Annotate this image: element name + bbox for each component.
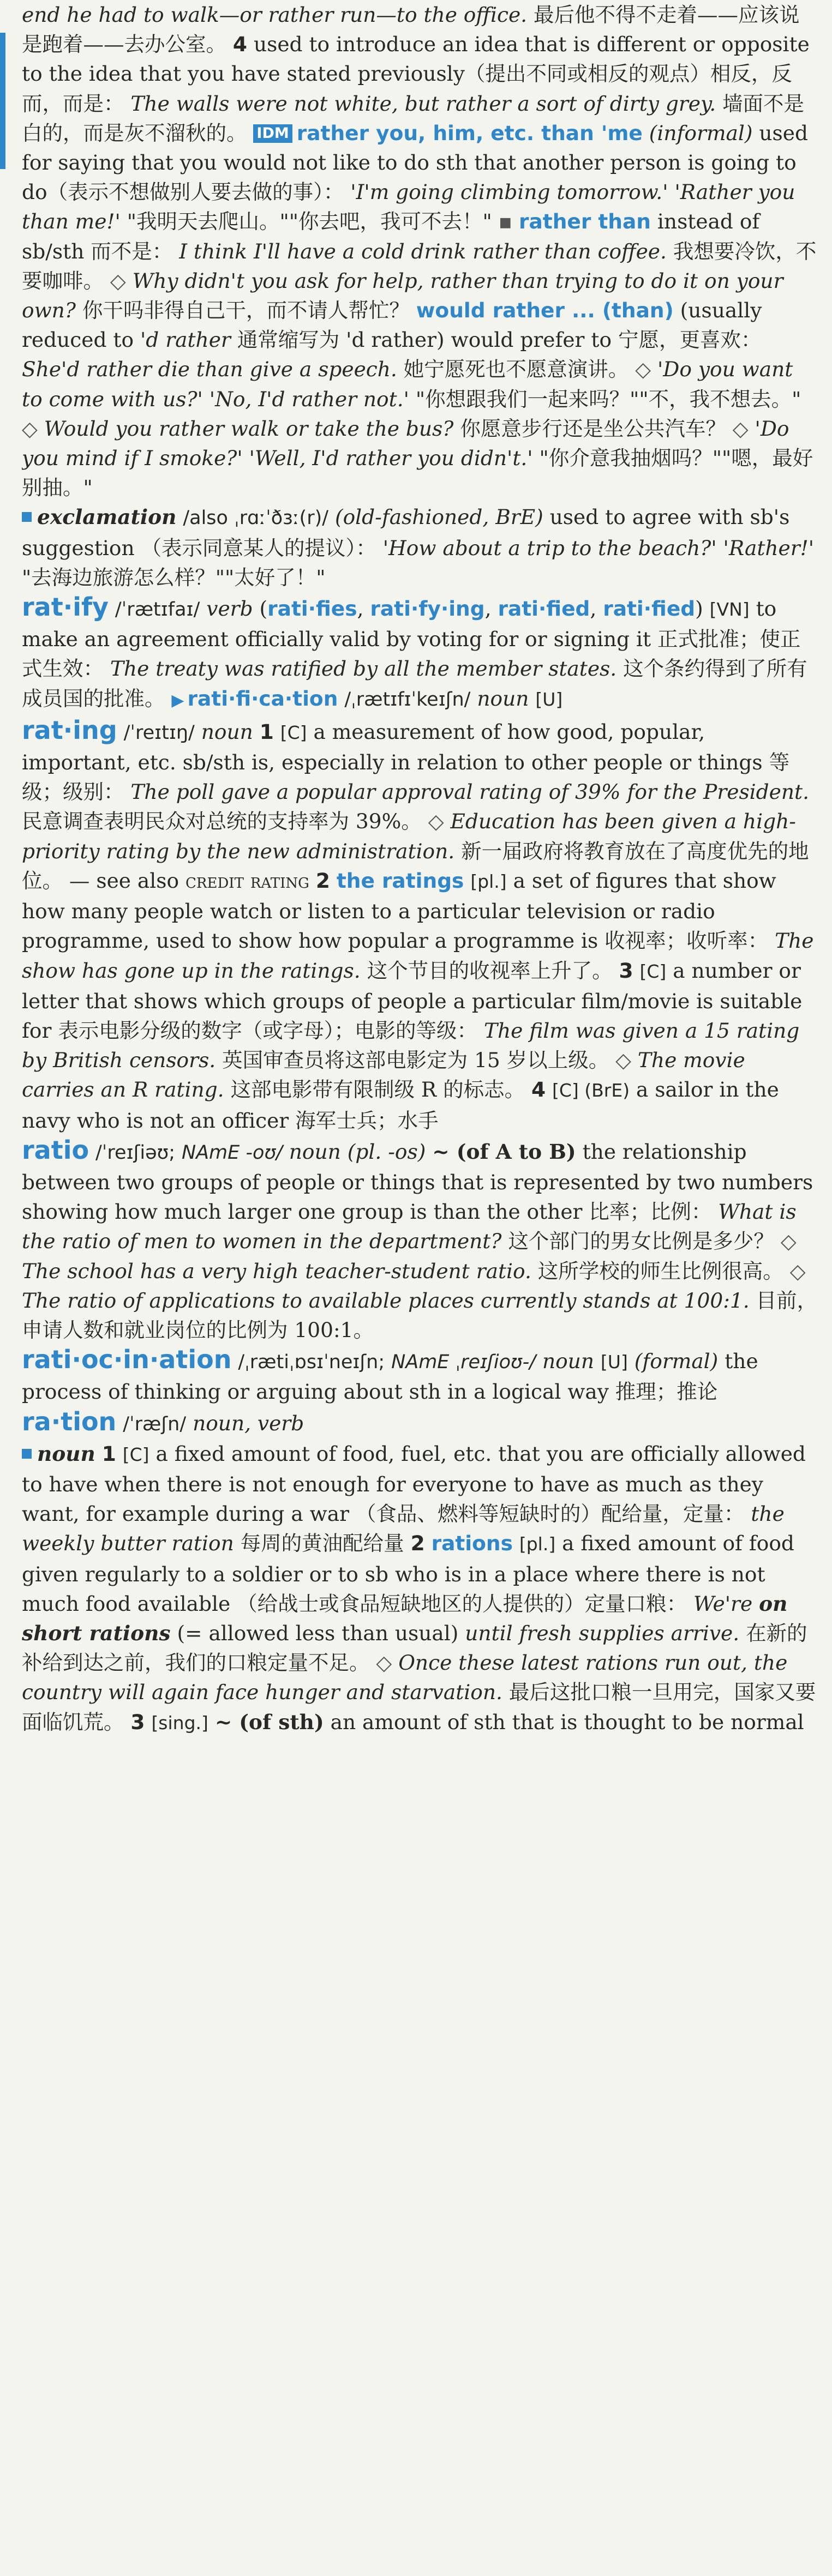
example-translation: 在新的补给到达之前，我们的口粮定量不足。: [22, 1621, 807, 1675]
diamond-icon: ◇: [376, 1651, 392, 1675]
example: The movie carries an R rating.: [22, 1048, 745, 1102]
idiom-badge: IDM: [253, 124, 292, 143]
example-translation: "去海边旅游怎么样？""太好了！": [22, 565, 326, 589]
example: The ratio of applications to available places currently stands at 100:1.: [22, 1288, 750, 1313]
example: Why didn't you ask for help, rather than trying to do it on your own?: [22, 268, 783, 323]
bracket: (: [259, 597, 268, 621]
diamond-icon: ◇: [615, 1048, 631, 1073]
usage-label: (formal): [634, 1349, 719, 1374]
sense-phrase: rations: [431, 1531, 513, 1556]
example: the weekly butter ration: [22, 1502, 785, 1556]
entry-ratio: [22, 1135, 818, 1345]
headword: rat·ing: [22, 715, 117, 745]
definition-translation: （食品、燃料等短缺时的）配给量，定量：: [355, 1502, 745, 1526]
example: 'How about a trip to the beach?' 'Rather!': [382, 535, 815, 560]
pronunciation-american: NAmE ˌreɪʃioʊ-/: [391, 1351, 536, 1374]
definition-translation: 正式批准；使正式生效：: [22, 627, 801, 681]
example-translation: 我想要冷饮，不要咖啡。: [22, 239, 817, 293]
thumb-index-tab: [0, 33, 5, 169]
example-translation: 最后他不得不走着——应该说是跑着——去办公室。: [22, 3, 800, 57]
definition-translation: （给战士或食品短缺地区的人提供的）定量口粮：: [237, 1591, 687, 1616]
entry-ration-noun: [22, 1439, 818, 1738]
example-translation: 这部电影带有限制级 R 的标志。: [230, 1078, 525, 1102]
example: Education has been given a high-priority rating by the new administration.: [22, 809, 796, 863]
example-translation: 民意调查表明民众对总统的支持率为 39%。: [22, 809, 422, 834]
bracket: ): [695, 597, 703, 621]
definition: a measurement of how good, popular, important, etc. sb/sth is, especially in relation to other people or things: [22, 719, 763, 775]
example-translation: 这个节目的收视率上升了。: [367, 958, 613, 983]
example-translation: 这个条约得到了所有成员国的批准。: [22, 657, 807, 711]
example-translation: "你想跟我们一起来吗？""不，我不想去。": [415, 387, 801, 411]
pronunciation: /ˈrætɪfaɪ/: [115, 599, 200, 621]
part-of-speech: noun: [477, 686, 529, 711]
example: until fresh supplies arrive.: [465, 1621, 740, 1645]
grammar-code: [C]: [122, 1443, 149, 1465]
sense-number: 4: [232, 32, 248, 57]
pronunciation: /ˌrætiˌɒsɪˈneɪʃn;: [238, 1351, 385, 1374]
idiom-phrase: would rather ... (than): [416, 298, 674, 323]
grammar-code: [C] (BrE): [552, 1080, 630, 1102]
part-of-speech: noun: [289, 1139, 341, 1164]
headword: rat·ify: [22, 592, 109, 622]
definition-translation: 宁愿，更喜欢：: [618, 328, 762, 352]
inflection: rati·fied: [498, 597, 590, 621]
diamond-icon: ▪: [498, 209, 513, 234]
headword: ra·tion: [22, 1406, 117, 1436]
example: What is the ratio of men to women in the department?: [22, 1200, 797, 1254]
grammar-code: [U]: [600, 1351, 628, 1373]
idiom-phrase: rather than: [518, 209, 651, 234]
diamond-icon: ◇: [732, 416, 749, 441]
diamond-icon: ◇: [428, 809, 444, 834]
definition: a fixed amount of food, fuel, etc. that you are officially allowed to have when there is not enough for everyone to have as much as they want, for example during a war: [22, 1441, 806, 1526]
example: Once these latest rations run out, the country will again face hunger and starvation.: [22, 1651, 788, 1705]
example: The school has a very high teacher-student ratio.: [22, 1259, 531, 1283]
example: Would you rather walk or take the bus?: [44, 416, 454, 441]
example-translation: 每周的黄油配给量: [240, 1531, 404, 1556]
example: 'Do you want to come with us?' 'No, I'd rather not.': [22, 357, 793, 411]
definition-translation: 收视率；收听率：: [604, 929, 769, 953]
example: We're: [693, 1591, 753, 1616]
grammar-note-form: 'd rather): [346, 328, 445, 352]
pronunciation: /ˌrætɪfɪˈkeɪʃn/: [344, 688, 471, 711]
grammar-pattern: ~ (of sth): [214, 1710, 324, 1734]
sense-number: 1: [259, 719, 274, 744]
entry-rather-exclamation: [22, 502, 818, 592]
example-translation: 最后这批口粮一旦用完，国家又要面临饥荒。: [22, 1680, 816, 1734]
part-of-speech: noun, verb: [193, 1411, 304, 1435]
grammar-code: [U]: [535, 688, 563, 710]
grammar-code: [pl.]: [470, 870, 507, 892]
example-translation: 这所学校的师生比例很高。: [537, 1259, 783, 1283]
grammar-code: [VN]: [709, 599, 750, 621]
headword: rati·oc·in·ation: [22, 1345, 232, 1375]
sense-number: 1: [101, 1441, 116, 1466]
grammar-pattern: ~ (of A to B): [432, 1139, 576, 1164]
definition-translation: （表示同意某人的提议）：: [141, 535, 376, 560]
inflection: rati·fy·ing: [370, 597, 485, 621]
pronunciation: /also ˌrɑːˈðɜː(r)/: [183, 507, 329, 529]
entry-rating: [22, 715, 818, 1135]
pronunciation: /ˈreɪtɪŋ/: [123, 721, 195, 744]
grammar-code: [C]: [280, 721, 307, 743]
example-translation: 这个部门的男女比例是多少？: [508, 1229, 774, 1254]
grammar-code: [C]: [639, 960, 667, 982]
part-of-speech: verb: [206, 597, 253, 621]
definition: used for saying that you would not like to do sth that another person is going to do: [22, 121, 808, 204]
definition: would prefer to: [451, 328, 612, 352]
example: The show has gone up in the ratings.: [22, 929, 814, 983]
usage-label: (informal): [649, 121, 753, 145]
definition: instead of sb/sth: [22, 209, 760, 263]
example-translation: "我明天去爬山。""你去吧，我可不去！": [127, 209, 492, 234]
diamond-icon: ◇: [22, 416, 38, 441]
diamond-icon: ◇: [780, 1229, 797, 1254]
pronunciation: /ˈræʃn/: [123, 1413, 187, 1435]
inflection: rati·fies: [267, 597, 357, 621]
grammar-note-form: 'd rather: [140, 328, 231, 352]
grammar-code: [pl.]: [519, 1533, 556, 1555]
definition-translation: 表示电影分级的数字（或字母）；电影的等级：: [58, 1018, 478, 1043]
grammar-note: (usually reduced to: [22, 298, 762, 352]
definition-translation: 海军士兵；水手: [295, 1108, 439, 1133]
example: The treaty was ratified by all the member states.: [110, 657, 617, 681]
grammar-note-translation: 通常缩写为: [237, 328, 340, 352]
example-translation: 墙面不是白的，而是灰不溜秋的。: [22, 91, 805, 145]
idiom-phrase: rather you, him, etc. than 'me: [296, 121, 643, 145]
definition: a set of figures that show how many people watch or listen to a particular television or radio programme, used to show how popular a programme is: [22, 868, 776, 953]
part-of-speech: noun: [37, 1441, 95, 1466]
example: end he had to walk—or rather run—to the office.: [22, 3, 528, 27]
definition: the relationship between two groups of people or things that is represented by two numbers showing how much larger one group is than the other: [22, 1139, 813, 1224]
grammar-code: [sing.]: [151, 1712, 208, 1734]
sense-number: 4: [531, 1078, 546, 1102]
example-translation: "你介意我抽烟吗？""嗯，最好别抽。": [22, 446, 813, 500]
definition-translation: （表示不想做别人要去做的事）：: [47, 180, 344, 204]
dictionary-page: [22, 0, 818, 2576]
example-gloss: (= allowed less than usual): [177, 1621, 459, 1645]
plural-form: (pl. -os): [347, 1139, 426, 1164]
definition: a sailor in the navy who is not an officer: [22, 1078, 779, 1133]
definition: a number or letter that shows which groups of people a particular film/movie is suitable for: [22, 958, 803, 1043]
example-translation: 英国审查员将这部电影定为 15 岁以上级。: [222, 1048, 609, 1073]
example: She'd rather die than give a speech.: [22, 357, 397, 382]
usage-label: (old-fashioned, BrE): [334, 505, 543, 529]
definition: a fixed amount of food given regularly to a soldier or to sb who is in a place where there is not much food available: [22, 1531, 794, 1616]
cross-reference-term[interactable]: credit rating: [185, 868, 309, 893]
derivative-word: rati·fi·ca·tion: [187, 686, 338, 711]
example-translation: 你愿意步行还是坐公共汽车？: [460, 416, 726, 441]
definition: used to introduce an idea that is different or opposite to the idea that you have stated previously: [22, 32, 810, 86]
sense-phrase: the ratings: [336, 868, 464, 893]
part-of-speech: exclamation: [37, 505, 177, 529]
definition-translation: 等级；级别：: [22, 750, 790, 804]
headword: ratio: [22, 1135, 89, 1165]
sense-number: 3: [130, 1710, 145, 1734]
entry-ration: [22, 1407, 818, 1439]
example-translation: 她宁愿死也不愿意演讲。: [403, 357, 629, 382]
definition: an amount of sth that is thought to be normal: [330, 1710, 804, 1734]
example: The poll gave a popular approval rating of 39% for the President.: [130, 780, 810, 804]
sense-number: 3: [619, 958, 633, 983]
cross-reference: — see also: [69, 868, 179, 893]
definition: the process of thinking or arguing about sth in a logical way: [22, 1349, 758, 1404]
entry-rather-continued: [22, 0, 818, 502]
entry-ratify: rat·ify /ˈrætɪfaɪ/ verb (rati·fies, rati·fy·ing, rati·fied, rati·fied) [VN] to make an agreement officially valid by voting for or signing it 正式批准；使正式生效： The treaty was ratified by all the member states. 这个条约得到了所有成员国的批准。 ▶ rati·fi·ca·tion /ˌrætɪfɪˈkeɪʃn/ noun [U]: [22, 592, 807, 711]
derivative-triangle-icon: ▶: [171, 690, 184, 710]
part-of-speech: noun: [201, 719, 253, 744]
example: 'Do you mind if I smoke?' 'Well, I'd rather you didn't.': [22, 416, 789, 471]
pronunciation: /ˈreɪʃiəʊ;: [95, 1141, 176, 1164]
example: 'I'm going climbing tomorrow.' 'Rather you than me!': [22, 180, 795, 234]
example: The film was given a 15 rating by British censors.: [22, 1018, 800, 1073]
pronunciation-american: NAmE -oʊ/: [181, 1141, 283, 1164]
diamond-icon: ◇: [789, 1259, 806, 1283]
diamond-icon: ◇: [635, 357, 651, 382]
square-bullet-icon: [22, 1449, 32, 1459]
example-collocation: on short rations: [22, 1591, 788, 1645]
entry-ratiocination: [22, 1345, 818, 1406]
definition-translation: 比率；比例：: [589, 1200, 712, 1224]
example: I think I'll have a cold drink rather than coffee.: [179, 239, 667, 263]
sense-number: 2: [410, 1531, 425, 1556]
definition-translation: 而不是：: [91, 239, 173, 263]
example-translation: 新一届政府将教育放在了高度优先的地位。: [22, 839, 809, 893]
example: The walls were not white, but rather a sort of dirty grey.: [130, 91, 716, 116]
definition-translation: 推理；推论: [615, 1380, 718, 1404]
square-bullet-icon: [22, 512, 32, 522]
example-translation: 目前，申请人数和就业岗位的比例为 100:1。: [22, 1288, 818, 1342]
definition: used to agree with sb's suggestion: [22, 505, 790, 560]
inflection: rati·fied: [603, 597, 696, 621]
sense-number: 2: [315, 868, 330, 893]
example-translation: 你干吗非得自己干，而不请人帮忙？: [82, 298, 410, 323]
definition-translation: （提出不同或相反的观点）相反，反而，而是：: [22, 62, 792, 116]
definition: to make an agreement officially valid by voting for or signing it: [22, 597, 777, 652]
part-of-speech: noun: [542, 1349, 594, 1374]
diamond-icon: ◇: [110, 268, 126, 293]
